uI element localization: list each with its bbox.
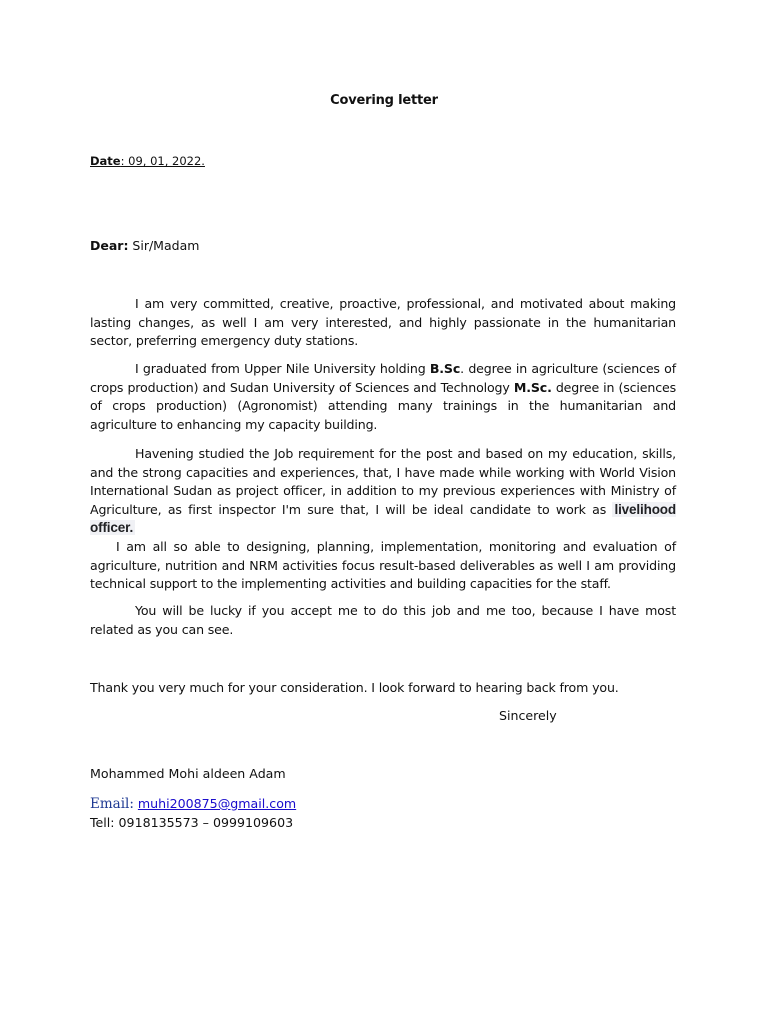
- email-label: Email:: [90, 796, 134, 812]
- degree-bsc: B.Sc: [429, 361, 461, 376]
- education-text-2: . degree in agriculture (sciences of crops production) and Sudan University of Sciences and Technology: [90, 361, 676, 395]
- degree-msc: M.Sc.: [513, 379, 552, 395]
- paragraph-skills: I am all so able to designing, planning, implementation, monitoring and evaluation of agriculture, nutrition and NRM activities focus result-based deliverables as well I am providing technical support to the implementing activities and building capacities for the staff.: [90, 539, 676, 591]
- paragraph-education: [90, 360, 676, 434]
- phone-line: Tell: 0918135573 – 0999109603: [90, 815, 294, 830]
- salutation-value: Sir/Madam: [128, 238, 200, 253]
- email-link[interactable]: muhi200875@gmail.com: [137, 796, 297, 811]
- education-text-3: degree in (sciences of crops production) (Agronomist) attending many trainings in the humanitarian and agriculture to enhancing my capacity building.: [90, 379, 676, 432]
- date-label: Date: [90, 154, 121, 168]
- closing-sincerely: Sincerely: [499, 708, 557, 723]
- date-line: [90, 154, 205, 168]
- email-line: [90, 796, 296, 812]
- salutation: [90, 238, 199, 253]
- experience-text: Havening studied the Job requirement for the post and based on my education, skills, and the strong capacities and experiences, that, I have made while working with World Vision International Sudan as project officer, in addition to my previous experiences with Ministry of Agriculture, as first inspector I'm sure that, I will be ideal candidate to work as: [90, 446, 676, 517]
- letter-title: Covering letter: [330, 93, 438, 108]
- date-value: : 09, 01, 2022.: [120, 154, 205, 168]
- target-role: livelihood officer.: [90, 501, 676, 535]
- paragraph-closing: You will be lucky if you accept me to do this job and me too, because I have most related as you can see.: [90, 603, 676, 637]
- signer-name: Mohammed Mohi aldeen Adam: [90, 766, 286, 781]
- thanks-line: Thank you very much for your consideration. I look forward to hearing back from you.: [90, 680, 619, 695]
- education-text-1: I graduated from Upper Nile University holding: [135, 361, 430, 376]
- paragraph-motivation: I am very committed, creative, proactive, professional, and motivated about making lasting changes, as well I am very interested, and highly passionate in the humanitarian sector, preferring emergency duty stations.: [90, 296, 676, 348]
- paragraph-experience: [90, 445, 676, 538]
- salutation-label: Dear:: [90, 238, 129, 253]
